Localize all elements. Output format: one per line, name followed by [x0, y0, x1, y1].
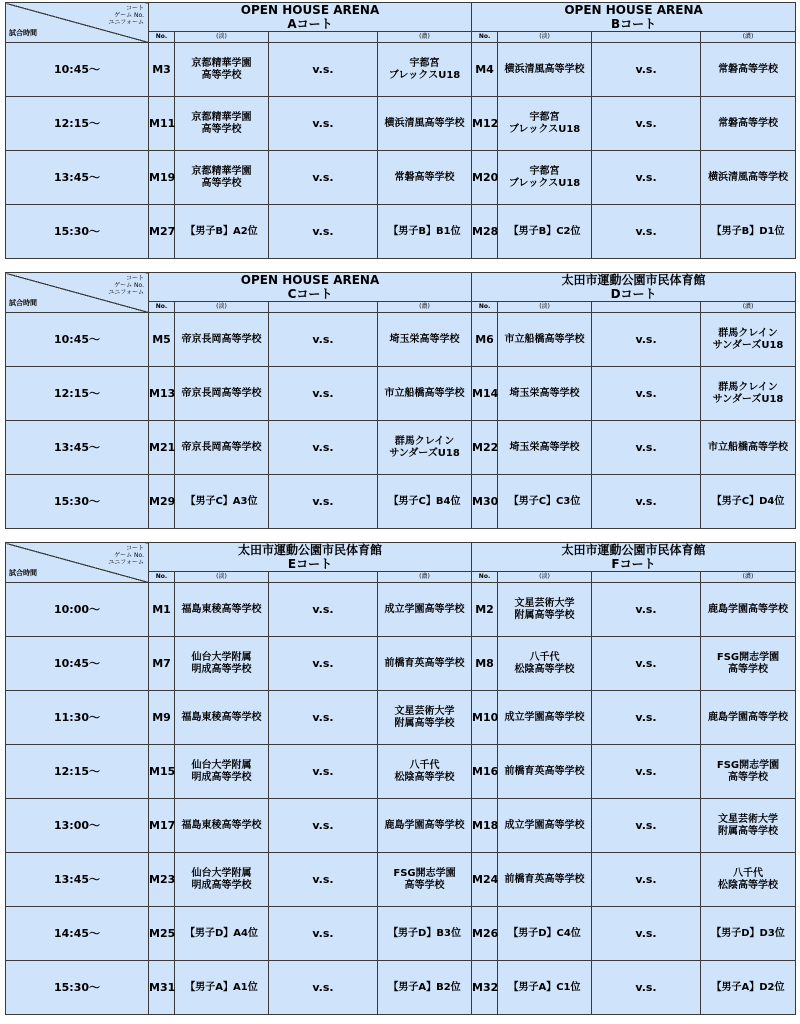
match-time: 13:45～ [6, 151, 149, 205]
match-number: M23 [149, 853, 175, 907]
court-name: Eコート [287, 557, 333, 571]
game-row [6, 961, 796, 1015]
game-row [6, 907, 796, 961]
team-light: 埼玉栄高等学校 [498, 421, 592, 475]
court-name: Fコート [611, 557, 656, 571]
team-light: 【男子D】C4位 [498, 907, 592, 961]
match-number: M14 [472, 367, 498, 421]
game-row [6, 151, 796, 205]
match-time: 10:00～ [6, 583, 149, 637]
team-light: 京都精華学園 高等学校 [175, 43, 269, 97]
venue-header-left [149, 3, 472, 32]
vs-label: v.s. [269, 475, 378, 529]
game-row [6, 745, 796, 799]
team-dark: 文星芸術大学 附属高等学校 [378, 691, 472, 745]
match-number: M32 [472, 961, 498, 1015]
team-light: 横浜清風高等学校 [498, 43, 592, 97]
team-light: 仙台大学附属 明成高等学校 [175, 853, 269, 907]
match-time: 10:45～ [6, 313, 149, 367]
corner-label-time: 試合時間 [9, 29, 37, 37]
match-number: M16 [472, 745, 498, 799]
dark-uniform-label: (濃) [701, 302, 796, 313]
match-number: M25 [149, 907, 175, 961]
team-light: 前橋育英高等学校 [498, 853, 592, 907]
team-dark: 八千代 松陰高等学校 [378, 745, 472, 799]
venue-header-right [472, 3, 796, 32]
dark-uniform-label: (濃) [378, 32, 472, 43]
no-label: No. [472, 302, 498, 313]
team-dark: 群馬クレイン サンダーズU18 [701, 367, 796, 421]
team-dark: 【男子D】B3位 [378, 907, 472, 961]
match-number: M8 [472, 637, 498, 691]
team-dark: 鹿島学園高等学校 [378, 799, 472, 853]
venue-name: OPEN HOUSE ARENA [240, 3, 380, 17]
team-dark: 【男子C】B4位 [378, 475, 472, 529]
no-label: No. [149, 302, 175, 313]
blank-label [592, 32, 701, 43]
team-light: 【男子C】A3位 [175, 475, 269, 529]
team-dark: 前橋育英高等学校 [378, 637, 472, 691]
team-light: 宇都宮 ブレックスU18 [498, 97, 592, 151]
no-label: No. [472, 572, 498, 583]
match-number: M3 [149, 43, 175, 97]
venue-header-right [472, 273, 796, 302]
match-time: 11:30～ [6, 691, 149, 745]
venue-header-right [472, 543, 796, 572]
match-number: M7 [149, 637, 175, 691]
team-dark: 横浜清風高等学校 [701, 151, 796, 205]
team-light: 宇都宮 ブレックスU18 [498, 151, 592, 205]
match-number: M31 [149, 961, 175, 1015]
match-time: 13:45～ [6, 421, 149, 475]
vs-label: v.s. [269, 97, 378, 151]
match-number: M2 [472, 583, 498, 637]
match-number: M30 [472, 475, 498, 529]
game-row [6, 43, 796, 97]
vs-label: v.s. [269, 907, 378, 961]
light-uniform-label: (淡) [498, 302, 592, 313]
team-light: 帝京長岡高等学校 [175, 421, 269, 475]
team-dark: 【男子D】D3位 [701, 907, 796, 961]
corner-label-uniform: ユニフォーム [108, 19, 144, 26]
match-time: 12:15～ [6, 367, 149, 421]
team-light: 埼玉栄高等学校 [498, 367, 592, 421]
team-dark: 【男子C】D4位 [701, 475, 796, 529]
game-row [6, 691, 796, 745]
match-time: 15:30～ [6, 961, 149, 1015]
court-name: Bコート [610, 17, 657, 31]
court-name: Aコート [287, 17, 333, 31]
game-row [6, 637, 796, 691]
light-uniform-label: (淡) [175, 572, 269, 583]
match-time: 15:30～ [6, 205, 149, 259]
team-light: 京都精華学園 高等学校 [175, 151, 269, 205]
team-dark: 文星芸術大学 附属高等学校 [701, 799, 796, 853]
match-number: M11 [149, 97, 175, 151]
match-number: M27 [149, 205, 175, 259]
corner-label-uniform: ユニフォーム [108, 559, 144, 566]
schedule-table [5, 542, 796, 1015]
corner-label-time: 試合時間 [9, 299, 37, 307]
corner-label-game-no: ゲーム No. [114, 282, 144, 289]
team-dark: 鹿島学園高等学校 [701, 583, 796, 637]
team-light: 文星芸術大学 附属高等学校 [498, 583, 592, 637]
team-dark: 宇都宮 ブレックスU18 [378, 43, 472, 97]
match-time: 15:30～ [6, 475, 149, 529]
team-dark: 常磐高等学校 [701, 43, 796, 97]
vs-label: v.s. [592, 151, 701, 205]
team-dark: 埼玉栄高等学校 [378, 313, 472, 367]
match-number: M13 [149, 367, 175, 421]
schedule-table [5, 2, 796, 259]
light-uniform-label: (淡) [498, 572, 592, 583]
match-number: M10 [472, 691, 498, 745]
team-light: 帝京長岡高等学校 [175, 313, 269, 367]
team-dark: 鹿島学園高等学校 [701, 691, 796, 745]
team-dark: 群馬クレイン サンダーズU18 [701, 313, 796, 367]
match-number: M9 [149, 691, 175, 745]
match-number: M4 [472, 43, 498, 97]
team-dark: FSG開志学園 高等学校 [378, 853, 472, 907]
match-number: M1 [149, 583, 175, 637]
match-number: M20 [472, 151, 498, 205]
match-number: M12 [472, 97, 498, 151]
match-time: 13:00～ [6, 799, 149, 853]
vs-label: v.s. [592, 637, 701, 691]
corner-labels [108, 545, 144, 566]
corner-label-court: コート [125, 5, 144, 12]
dark-uniform-label: (濃) [701, 572, 796, 583]
team-dark: 【男子B】B1位 [378, 205, 472, 259]
team-dark: FSG開志学園 高等学校 [701, 745, 796, 799]
blank-label [269, 302, 378, 313]
game-row [6, 421, 796, 475]
blank-label [592, 572, 701, 583]
vs-label: v.s. [269, 691, 378, 745]
vs-label: v.s. [269, 799, 378, 853]
match-number: M5 [149, 313, 175, 367]
light-uniform-label: (淡) [175, 32, 269, 43]
vs-label: v.s. [592, 97, 701, 151]
team-light: 前橋育英高等学校 [498, 745, 592, 799]
venue-header-left [149, 273, 472, 302]
team-light: 【男子D】A4位 [175, 907, 269, 961]
match-time: 14:45～ [6, 907, 149, 961]
team-light: 福島東稜高等学校 [175, 691, 269, 745]
vs-label: v.s. [592, 853, 701, 907]
match-number: M22 [472, 421, 498, 475]
team-dark: FSG開志学園 高等学校 [701, 637, 796, 691]
match-number: M18 [472, 799, 498, 853]
no-label: No. [149, 32, 175, 43]
team-dark: 【男子A】D2位 [701, 961, 796, 1015]
vs-label: v.s. [269, 637, 378, 691]
blank-label [269, 32, 378, 43]
corner-labels [108, 5, 144, 26]
team-light: 八千代 松陰高等学校 [498, 637, 592, 691]
dark-uniform-label: (濃) [378, 302, 472, 313]
venue-name: OPEN HOUSE ARENA [240, 273, 380, 287]
match-time: 12:15～ [6, 97, 149, 151]
match-number: M17 [149, 799, 175, 853]
vs-label: v.s. [592, 583, 701, 637]
corner-label-court: コート [125, 275, 144, 282]
blank-label [269, 572, 378, 583]
venue-name: OPEN HOUSE ARENA [564, 3, 703, 17]
vs-label: v.s. [269, 367, 378, 421]
dark-uniform-label: (濃) [701, 32, 796, 43]
team-light: 【男子A】A1位 [175, 961, 269, 1015]
vs-label: v.s. [269, 205, 378, 259]
team-dark: 市立船橋高等学校 [378, 367, 472, 421]
blank-label [592, 302, 701, 313]
match-number: M15 [149, 745, 175, 799]
game-row [6, 799, 796, 853]
team-dark: 群馬クレイン サンダーズU18 [378, 421, 472, 475]
game-row [6, 97, 796, 151]
vs-label: v.s. [592, 313, 701, 367]
team-dark: 市立船橋高等学校 [701, 421, 796, 475]
vs-label: v.s. [592, 907, 701, 961]
match-number: M21 [149, 421, 175, 475]
dark-uniform-label: (濃) [378, 572, 472, 583]
game-row [6, 313, 796, 367]
header-corner [6, 543, 149, 583]
match-number: M29 [149, 475, 175, 529]
match-time: 10:45～ [6, 637, 149, 691]
vs-label: v.s. [592, 421, 701, 475]
team-dark: 常磐高等学校 [378, 151, 472, 205]
team-light: 仙台大学附属 明成高等学校 [175, 637, 269, 691]
team-dark: 【男子A】B2位 [378, 961, 472, 1015]
match-number: M26 [472, 907, 498, 961]
corner-label-uniform: ユニフォーム [108, 289, 144, 296]
team-light: 成立学園高等学校 [498, 799, 592, 853]
vs-label: v.s. [269, 421, 378, 475]
vs-label: v.s. [592, 43, 701, 97]
vs-label: v.s. [269, 853, 378, 907]
light-uniform-label: (淡) [498, 32, 592, 43]
team-light: 【男子B】A2位 [175, 205, 269, 259]
team-light: 【男子C】C3位 [498, 475, 592, 529]
corner-label-game-no: ゲーム No. [114, 552, 144, 559]
venue-name: 太田市運動公園市民体育館 [238, 543, 383, 557]
corner-labels [108, 275, 144, 296]
schedule-table [5, 272, 796, 529]
court-name: Dコート [610, 287, 657, 301]
vs-label: v.s. [592, 691, 701, 745]
header-corner [6, 273, 149, 313]
light-uniform-label: (淡) [175, 302, 269, 313]
venue-name: 太田市運動公園市民体育館 [561, 273, 706, 287]
no-label: No. [472, 32, 498, 43]
team-dark: 成立学園高等学校 [378, 583, 472, 637]
vs-label: v.s. [592, 205, 701, 259]
vs-label: v.s. [592, 745, 701, 799]
vs-label: v.s. [269, 151, 378, 205]
venue-name: 太田市運動公園市民体育館 [561, 543, 706, 557]
vs-label: v.s. [592, 961, 701, 1015]
team-light: 成立学園高等学校 [498, 691, 592, 745]
court-name: Cコート [287, 287, 333, 301]
team-light: 市立船橋高等学校 [498, 313, 592, 367]
vs-label: v.s. [269, 583, 378, 637]
team-light: 仙台大学附属 明成高等学校 [175, 745, 269, 799]
vs-label: v.s. [592, 367, 701, 421]
team-light: 福島東稜高等学校 [175, 799, 269, 853]
vs-label: v.s. [592, 475, 701, 529]
team-dark: 【男子B】D1位 [701, 205, 796, 259]
match-time: 10:45～ [6, 43, 149, 97]
match-number: M6 [472, 313, 498, 367]
vs-label: v.s. [269, 43, 378, 97]
game-row [6, 205, 796, 259]
game-row [6, 367, 796, 421]
match-time: 13:45～ [6, 853, 149, 907]
team-dark: 横浜清風高等学校 [378, 97, 472, 151]
venue-header-left [149, 543, 472, 572]
team-light: 【男子A】C1位 [498, 961, 592, 1015]
match-number: M19 [149, 151, 175, 205]
corner-label-time: 試合時間 [9, 569, 37, 577]
team-light: 京都精華学園 高等学校 [175, 97, 269, 151]
team-light: 帝京長岡高等学校 [175, 367, 269, 421]
header-corner [6, 3, 149, 43]
vs-label: v.s. [269, 745, 378, 799]
vs-label: v.s. [592, 799, 701, 853]
match-number: M24 [472, 853, 498, 907]
match-time: 12:15～ [6, 745, 149, 799]
team-dark: 八千代 松陰高等学校 [701, 853, 796, 907]
no-label: No. [149, 572, 175, 583]
game-row [6, 475, 796, 529]
corner-label-game-no: ゲーム No. [114, 12, 144, 19]
game-row [6, 583, 796, 637]
vs-label: v.s. [269, 313, 378, 367]
game-row [6, 853, 796, 907]
vs-label: v.s. [269, 961, 378, 1015]
match-number: M28 [472, 205, 498, 259]
team-light: 【男子B】C2位 [498, 205, 592, 259]
corner-label-court: コート [125, 545, 144, 552]
team-light: 福島東稜高等学校 [175, 583, 269, 637]
team-dark: 常磐高等学校 [701, 97, 796, 151]
